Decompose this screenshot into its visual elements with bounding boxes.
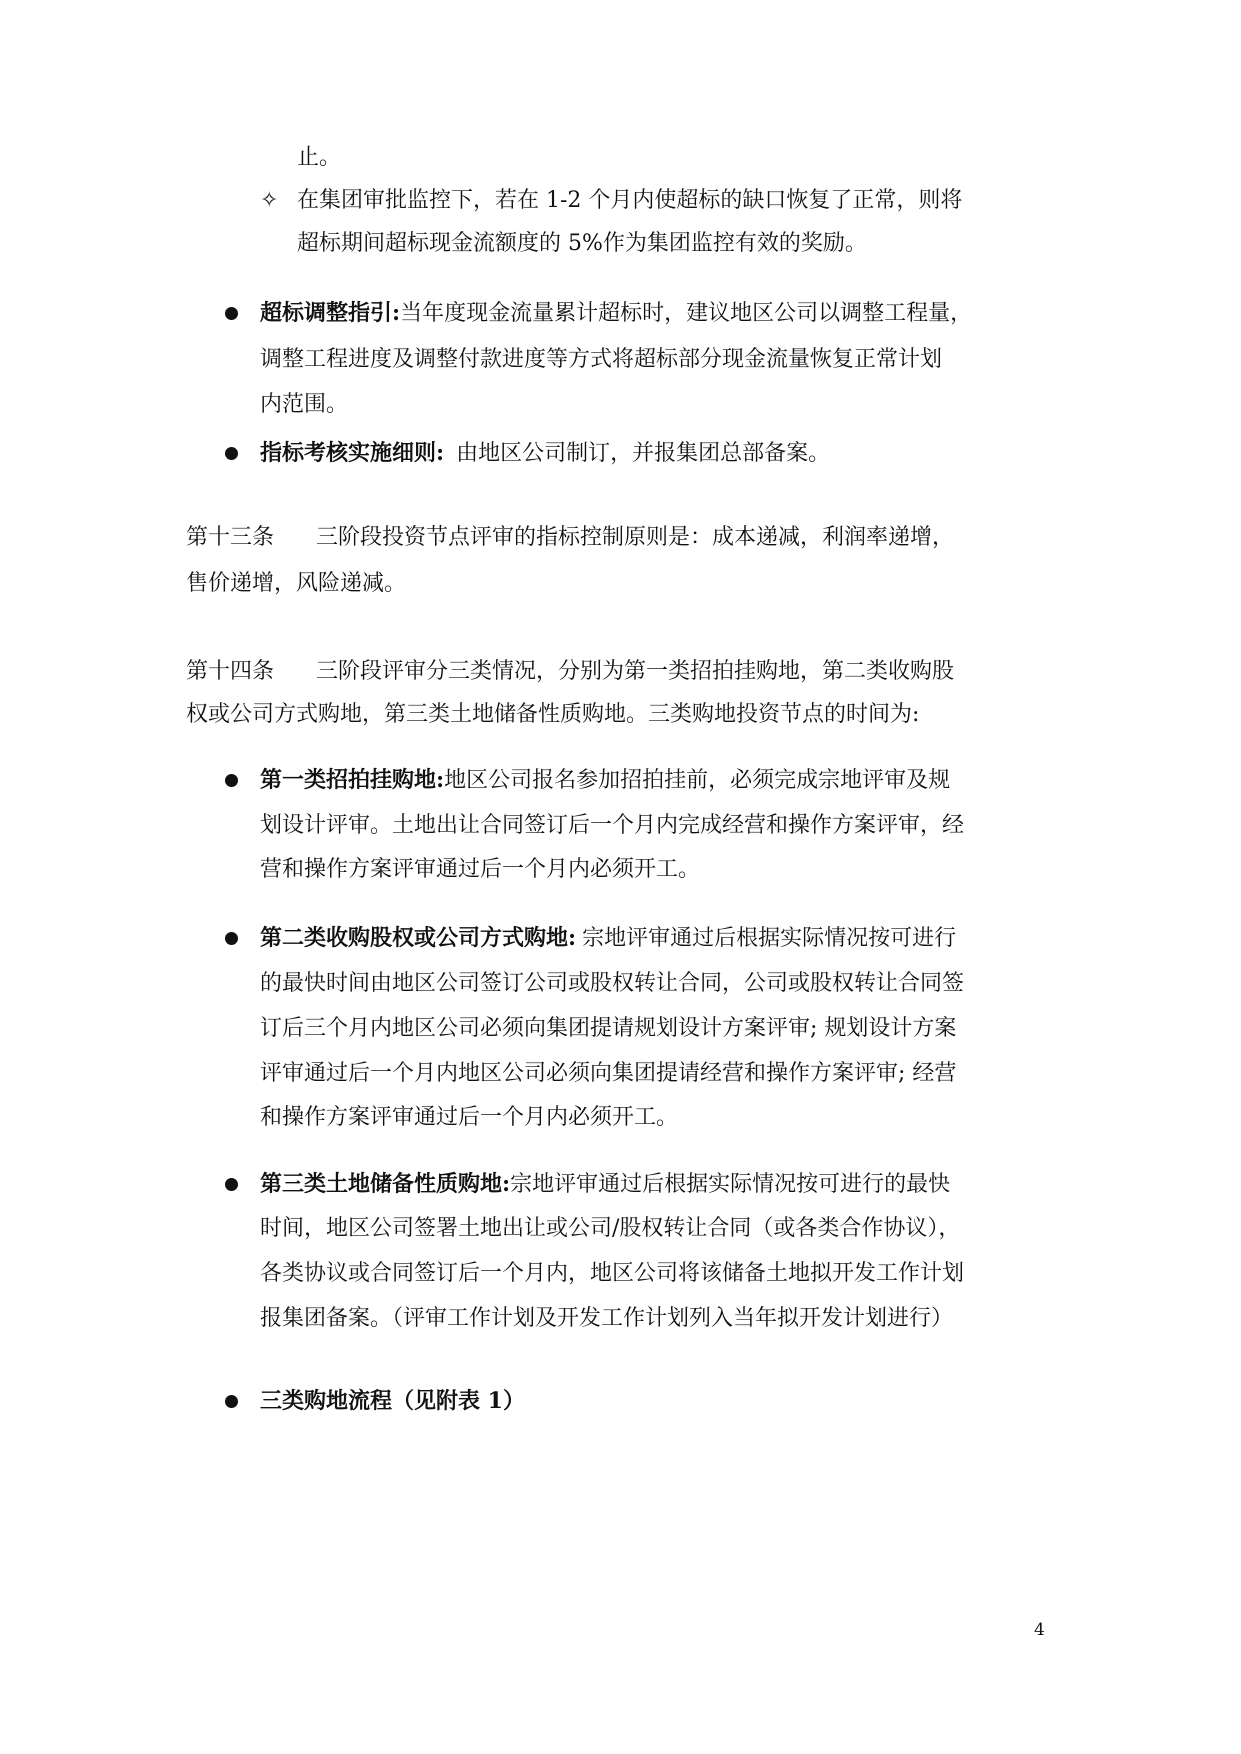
bullet-cat3-line-2: 时间，地区公司签署土地出让或公司/股权转让合同（或各类合作协议），	[260, 1216, 961, 1241]
bullet-adjust-line-1	[260, 298, 972, 328]
bullet-cat2-line-3: 订后三个月内地区公司必须向集团提请规划设计方案评审; 规划设计方案	[260, 1016, 957, 1041]
bullet-dot-icon	[225, 1395, 238, 1408]
article-13-line-1: 三阶段投资节点评审的指标控制原则是：成本递减，利润率递增，	[316, 525, 955, 550]
bullet-cat1-title: 第一类招拍挂购地:	[260, 767, 445, 793]
sub-bullet-line-2: 超标期间超标现金流额度的 5%作为集团监控有效的奖励。	[297, 231, 867, 256]
bullet-cat2-line-5: 和操作方案评审通过后一个月内必须开工。	[260, 1105, 679, 1130]
article-14-line-2: 权或公司方式购地，第三类土地储备性质购地。三类购地投资节点的时间为:	[186, 702, 920, 727]
bullet-cat2-title: 第二类收购股权或公司方式购地:	[260, 925, 577, 951]
article-14-line-1: 三阶段评审分三类情况，分别为第一类招拍挂购地，第二类收购股	[316, 659, 955, 684]
bullet-cat2-line-2: 的最快时间由地区公司签订公司或股权转让合同，公司或股权转让合同签	[260, 971, 965, 996]
continuation-text: 止。	[297, 145, 342, 170]
bullet-cat1-line-2: 划设计评审。土地出让合同签订后一个月内完成经营和操作方案评审，经	[260, 813, 965, 838]
bullet-adjust-line-2: 调整工程进度及调整付款进度等方式将超标部分现金流量恢复正常计划	[260, 347, 943, 372]
bullet-cat1-line-3: 营和操作方案评审通过后一个月内必须开工。	[260, 857, 701, 882]
bullet-dot-icon	[225, 447, 238, 460]
bullet-adjust-title: 超标调整指引:	[260, 300, 401, 326]
bullet-rules-title: 指标考核实施细则:	[260, 440, 445, 466]
bullet-dot-icon	[225, 774, 238, 787]
article-13-label: 第十三条	[186, 525, 275, 550]
bullet-dot-icon	[225, 1178, 238, 1191]
page-number: 4	[1034, 1620, 1045, 1640]
bullet-dot-icon	[225, 307, 238, 320]
bullet-adjust-text: 当年度现金流量累计超标时，建议地区公司以调整工程量，	[400, 301, 973, 326]
bullet-cat3-title: 第三类土地储备性质购地:	[260, 1171, 511, 1197]
bullet-rules-text: 由地区公司制订，并报集团总部备案。	[456, 441, 831, 466]
bullet-cat1-line-1	[260, 765, 950, 795]
bullet-cat3-line-4: 报集团备案。（评审工作计划及开发工作计划列入当年拟开发计划进行）	[260, 1306, 954, 1331]
article-14-label: 第十四条	[186, 659, 275, 684]
bullet-rules-line	[260, 438, 830, 468]
bullet-cat2-line-4: 评审通过后一个月内地区公司必须向集团提请经营和操作方案评审; 经营	[260, 1061, 957, 1086]
sub-bullet-line-1: 在集团审批监控下，若在 1-2 个月内使超标的缺口恢复了正常，则将	[297, 188, 963, 213]
bullet-cat3-line-3: 各类协议或合同签订后一个月内，地区公司将该储备土地拟开发工作计划	[260, 1261, 965, 1286]
bullet-flow-title: 三类购地流程（见附表 1）	[260, 1388, 525, 1414]
bullet-cat2-line-1	[260, 923, 956, 953]
bullet-cat3-line-1	[260, 1169, 950, 1199]
article-13-line-2: 售价递增，风险递减。	[186, 571, 407, 596]
bullet-cat3-text: 宗地评审通过后根据实际情况按可进行的最快	[510, 1172, 951, 1197]
bullet-cat1-text: 地区公司报名参加招拍挂前，必须完成宗地评审及规	[444, 768, 951, 793]
diamond-bullet-icon: ✧	[260, 188, 279, 213]
bullet-cat2-text: 宗地评审通过后根据实际情况按可进行	[582, 926, 957, 951]
bullet-dot-icon	[225, 932, 238, 945]
bullet-adjust-line-3: 内范围。	[260, 392, 349, 417]
